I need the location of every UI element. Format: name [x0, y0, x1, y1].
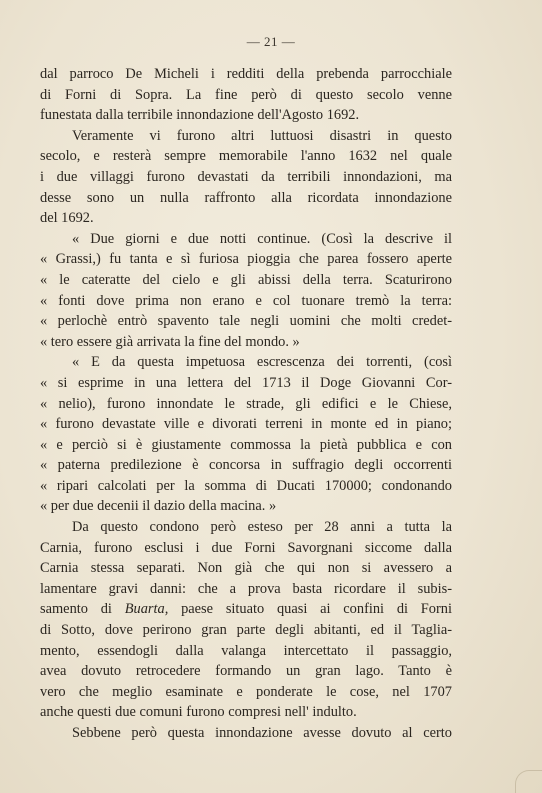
text-line: Sebbene però questa innondazione avesse dovuto al certo	[72, 725, 452, 741]
text-line: Da questo condono però esteso per 28 anni a tutta la	[72, 519, 452, 536]
text-line: mento, essendogli dalla valanga intercettato il passaggio,	[40, 642, 452, 659]
text-line: di Sotto, dove perirono gran parte degli abitanti, ed il Taglia-	[40, 622, 452, 639]
text-line: « fonti dove prima non erano e col tuonare tremò la terra:	[40, 292, 452, 309]
text-line: lamentare gravi danni: che a prova basta ricordare il subis-	[40, 580, 452, 597]
text-line: Veramente vi furono altri luttuosi disastri in questo	[72, 127, 452, 144]
text-line: « ripari calcolati per la somma di Ducati 170000; condonando	[40, 477, 452, 494]
text-line: « per due decenii il dazio della macina. »	[40, 498, 277, 515]
italic-place-name: Buarta,	[124, 601, 169, 618]
text-line: « E da questa impetuosa escrescenza dei torrenti, (così	[72, 354, 452, 371]
text-line: desse sono un nulla raffronto alla ricordata innondazione	[40, 189, 452, 206]
text-line: dal parroco De Micheli i redditi della prebenda parrocchiale	[40, 66, 452, 82]
text-line: « tero essere già arrivata la fine del mondo. »	[40, 333, 300, 350]
text-line: « Due giorni e due notti continue. (Così la descrive il	[72, 230, 452, 247]
text-segment: paese situato quasi ai confini di Forni	[168, 601, 452, 618]
text-line: avea dovuto retrocedere formando un gran lago. Tanto è	[40, 663, 452, 680]
text-line: « paterna predilezione è concorsa in suffragio degli occorrenti	[40, 457, 452, 474]
text-line: « nelio), furono innondate le strade, gli edifici e le Chiese,	[40, 395, 452, 412]
text-line: « le cateratte del cielo e gli abissi della terra. Scaturirono	[40, 271, 452, 288]
text-segment: samento di	[40, 601, 125, 618]
folded-corner	[515, 770, 542, 793]
text-line: secolo, e resterà sempre memorabile l'anno 1632 nel quale	[40, 148, 452, 165]
text-line: funestata dalla terribile innondazione dell'Agosto 1692.	[40, 107, 360, 124]
text-line	[40, 599, 452, 620]
text-line: Carnia stessa separati. Non già che qui non si avessero a	[40, 560, 452, 577]
text-line: « e perciò si è giustamente commossa la pietà pubblica e con	[40, 436, 452, 453]
text-line: « si esprime in una lettera del 1713 il Doge Giovanni Cor-	[40, 374, 452, 391]
text-line: di Forni di Sopra. La fine però di questo secolo venne	[40, 86, 452, 103]
text-line: Carnia, furono esclusi i due Forni Savorgnani siccome dalla	[40, 539, 452, 556]
text-line: vero che meglio esaminate e ponderate le cose, nel 1707	[40, 683, 452, 700]
text-line: i due villaggi furono devastati da terribili innondazioni, ma	[40, 168, 452, 185]
text-line: « furono devastate ville e divorati terreni in monte ed in piano;	[40, 416, 452, 433]
text-line: « perlochè entrò spavento tale negli uomini che molti credet-	[40, 313, 452, 330]
text-line: del 1692.	[40, 210, 94, 227]
page-number: — 21 —	[246, 34, 296, 49]
text-line: « Grassi,) fu tanta e sì furiosa pioggia che parea fossero aperte	[40, 251, 452, 268]
body-text	[40, 64, 452, 744]
text-line: anche questi due comuni furono compresi nell' indulto.	[40, 704, 357, 721]
